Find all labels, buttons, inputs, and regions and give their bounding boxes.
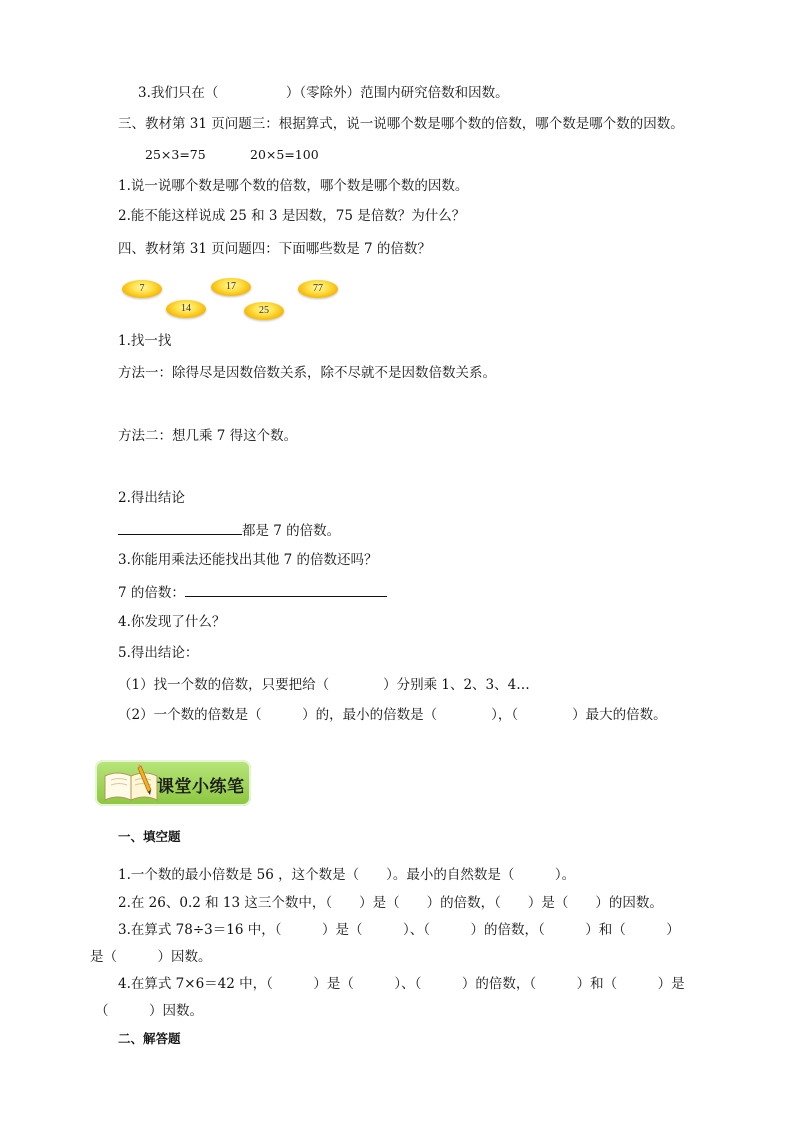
section-4-heading: 四、教材第 31 页问题四：下面哪些数是 7 的倍数？ xyxy=(118,241,431,257)
number-oval: 25 xyxy=(244,302,284,320)
conclusion-heading-2: 5.得出结论： xyxy=(118,645,199,661)
section-3-heading: 三、教材第 31 页问题三：根据算式，说一说哪个数是哪个数的倍数，哪个数是哪个数的因数。 xyxy=(118,116,684,132)
conclusion-text: 都是 7 的倍数。 xyxy=(242,523,341,539)
question-discover: 4.你发现了什么？ xyxy=(118,614,226,630)
exercise-2: 2.在 26、0.2 和 13 这三个数中，（ ）是（ ）的倍数，（ ）是（ ）的因数。 xyxy=(118,895,663,911)
method-1: 方法一：除得尽是因数倍数关系，除不尽就不是因数倍数关系。 xyxy=(118,365,496,381)
question-say: 1.说一说哪个数是哪个数的倍数，哪个数是哪个数的因数。 xyxy=(118,178,469,194)
number-oval: 7 xyxy=(122,280,162,298)
exercise-3-continued: 是（ ）因数。 xyxy=(90,949,212,965)
conclusion-1: （1）找一个数的倍数，只要把给（ ）分别乘 1、2、3、4… xyxy=(118,677,530,693)
conclusion-heading: 2.得出结论 xyxy=(118,490,185,506)
number-oval: 77 xyxy=(298,280,338,298)
section-fill-blank: 一、填空题 xyxy=(118,829,181,844)
conclusion-line xyxy=(118,520,340,540)
question-can-or-not: 2.能不能这样说成 25 和 3 是因数，75 是倍数？为什么？ xyxy=(118,208,466,224)
multiples-line xyxy=(118,582,387,602)
conclusion-2: （2）一个数的倍数是（ ）的，最小的倍数是（ ），（ ）最大的倍数。 xyxy=(118,707,667,723)
number-oval: 14 xyxy=(166,300,206,318)
number-oval: 17 xyxy=(211,278,251,296)
equation-2: 20×5=100 xyxy=(250,147,319,162)
find-heading: 1.找一找 xyxy=(118,333,172,349)
question-multiply: 3.你能用乘法还能找出其他 7 的倍数还吗？ xyxy=(118,552,378,568)
multiples-label: 7 的倍数： xyxy=(118,585,185,601)
section-answer: 二、解答题 xyxy=(118,1031,181,1046)
answer-blank[interactable] xyxy=(118,520,242,535)
exercise-4-continued: （ ）因数。 xyxy=(95,1003,203,1019)
exercise-4: 4.在算式 7×6＝42 中，（ ）是（ ）、（ ）的倍数，（ ）和（ ）是 xyxy=(118,976,685,992)
equation-1: 25×3=75 xyxy=(145,147,206,162)
open-book-icon xyxy=(101,764,161,804)
exercise-1: 1.一个数的最小倍数是 56 ，这个数是（ ）。最小的自然数是（ ）。 xyxy=(118,867,576,883)
practice-banner xyxy=(95,760,251,806)
multiples-blank[interactable] xyxy=(185,582,387,597)
method-2: 方法二：想几乘 7 得这个数。 xyxy=(118,428,298,444)
banner-title: 课堂小练笔 xyxy=(157,777,245,797)
question-3-range: 3.我们只在（ ）（零除外）范围内研究倍数和因数。 xyxy=(138,85,509,101)
exercise-3: 3.在算式 78÷3＝16 中，（ ）是（ ）、（ ）的倍数，（ ）和（ ） xyxy=(118,922,680,938)
